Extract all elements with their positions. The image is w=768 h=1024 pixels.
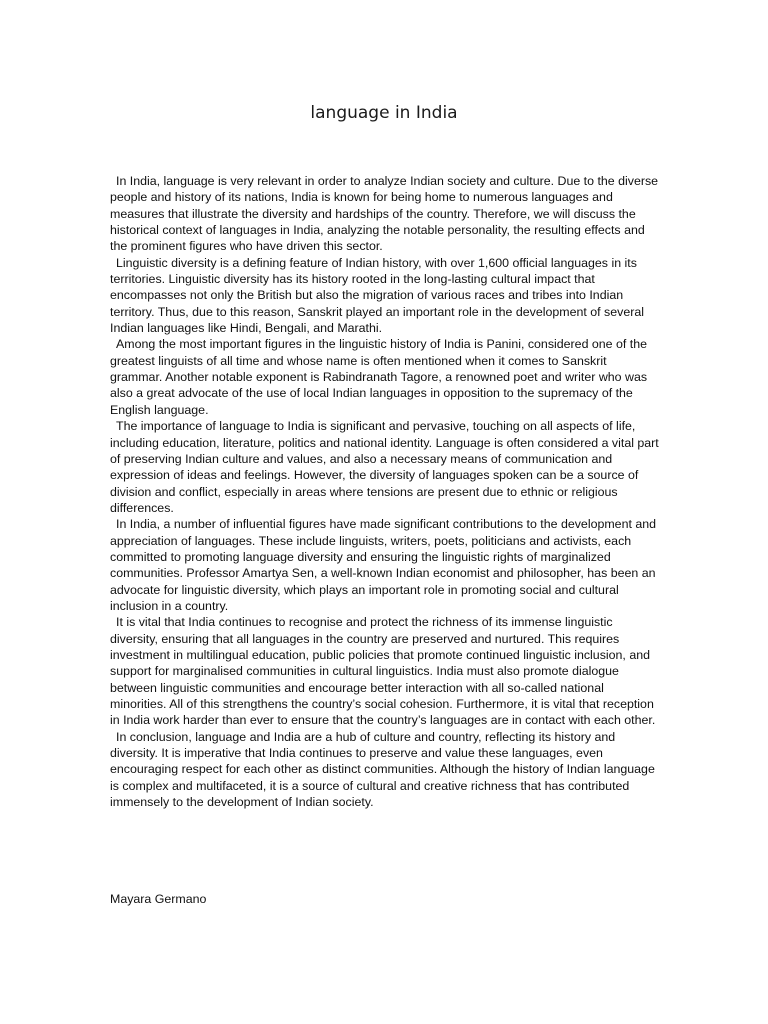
paragraph-influential-figures: In India, a number of influential figures have made significant contributions to the development and appreciation of languages. These include linguists, writers, poets, politicians and activists, each committed to promoting language diversity and ensuring the linguistic rights of marginalized communities. Professor Amartya Sen, a well-known Indian economist and philosopher, has been an advocate for linguistic diversity, which plays an important role in promoting social and cultural inclusion in a country.: [110, 517, 657, 613]
paragraph-introduction: In India, language is very relevant in order to analyze Indian society and culture. Due to the diverse people and history of its nations, India is known for being home to numerous languages and measures that illustrate the diversity and hardships of the country. Therefore, we will discuss the historical context of languages in India, analyzing the notable personality, the resulting effects and the prominent figures who have driven this sector.: [110, 174, 659, 254]
paragraph-protect-diversity: It is vital that India continues to recognise and protect the richness of its immense linguistic diversity, ensuring that all languages in the country are preserved and nurtured. This requires investment in multilingual education, public policies that promote continued linguistic inclusion, and support for marginalised communities in cultural linguistics. India must also promote dialogue between linguistic communities and encourage better interaction with all so-called national minorities. All of this strengthens the country’s social cohesion. Furthermore, it is vital that reception in India work harder than ever to ensure that the country’s languages are in contact with each other.: [110, 615, 656, 728]
paragraph-importance-of-language: The importance of language to India is significant and pervasive, touching on all aspects of life, including education, literature, politics and national identity. Language is often considered a vital part of preserving Indian culture and values, and also a necessary means of communication and expression of ideas and feelings. However, the diversity of languages spoken can be a source of division and conflict, especially in areas where tensions are present due to ethnic or religious differences.: [110, 419, 659, 515]
paragraph-conclusion: In conclusion, language and India are a hub of culture and country, reflecting its history and diversity. It is imperative that India continues to preserve and value these languages, even encouraging respect for each other as distinct communities. Although the history of Indian language is complex and multifaceted, it is a source of cultural and creative richness that has contributed immensely to the development of Indian society.: [110, 729, 655, 810]
document-title: language in India: [310, 103, 458, 123]
paragraph-important-figures: Among the most important figures in the linguistic history of India is Panini, considered one of the greatest linguists of all time and whose name is often mentioned when it comes to Sanskrit grammar. Another notable exponent is Rabindranath Tagore, a renowned poet and writer who was also a great advocate of the use of local Indian languages in opposition to the supremacy of the English language.: [110, 337, 648, 417]
author-signature: Mayara Germano: [110, 892, 207, 906]
paragraph-linguistic-diversity: Linguistic diversity is a defining feature of Indian history, with over 1,600 official languages in its territories. Linguistic diversity has its history rooted in the long-lasting cultural impact that encompasses not only the British but also the migration of various races and tribes into Indian territory. Thus, due to this reason, Sanskrit played an important role in the development of several Indian languages like Hindi, Bengali, and Marathi.: [110, 255, 644, 336]
document-body: [110, 173, 662, 810]
